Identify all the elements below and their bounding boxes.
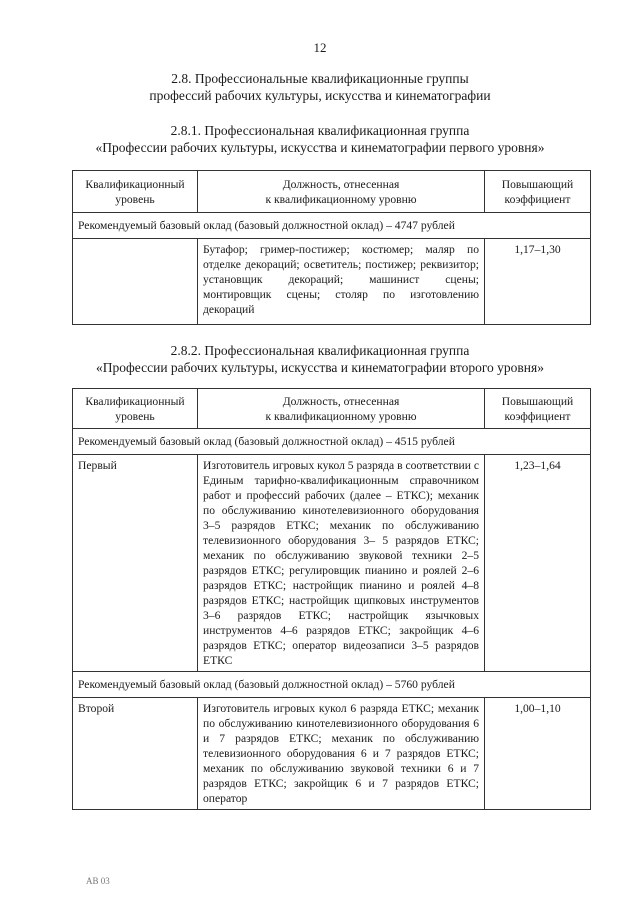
coef-cell: 1,17–1,30 — [485, 239, 591, 325]
header-position-line-1: Должность, отнесенная — [282, 394, 400, 408]
header-position-line-1: Должность, отнесенная — [282, 177, 400, 191]
coef-cell: 1,00–1,10 — [485, 698, 591, 810]
header-position-line-2: к квалификационному уровню — [265, 192, 417, 206]
header-position — [198, 171, 485, 213]
header-level-line-1: Квалификационный — [85, 177, 185, 191]
table-row — [73, 698, 591, 810]
header-position — [198, 389, 485, 429]
header-position-line-2: к квалификационному уровню — [265, 409, 417, 423]
level-cell: Первый — [73, 455, 198, 672]
salary-text: Рекомендуемый базовый оклад (базовый должностной оклад) – 4515 рублей — [73, 429, 591, 455]
table-row — [73, 239, 591, 325]
level-cell — [73, 239, 198, 325]
footer-mark: АВ 03 — [86, 876, 110, 886]
positions-cell: Бутафор; гример-постижер; костюмер; маляр по отделке декораций; осветитель; постижер; реквизитор; установщик декораций; машинист сцены; монтировщик сцены; столяр по изготовлению декораций — [198, 239, 485, 325]
group1-title-line-2: «Профессии рабочих культуры, искусства и кинематографии первого уровня» — [95, 140, 545, 155]
group2-header-row — [73, 389, 591, 429]
group2-title-line-2: «Профессии рабочих культуры, искусства и кинематографии второго уровня» — [96, 360, 544, 375]
header-coef — [485, 389, 591, 429]
group2-title — [60, 342, 580, 376]
header-coef-line-1: Повышающий — [501, 177, 574, 191]
group1-title — [60, 122, 580, 156]
header-level-line-2: уровень — [115, 192, 155, 206]
group2-salary-row-1 — [73, 429, 591, 455]
group1-header-row — [73, 171, 591, 213]
group2-salary-row-2 — [73, 672, 591, 698]
group1-salary-row — [73, 213, 591, 239]
header-coef — [485, 171, 591, 213]
group2-table — [72, 388, 591, 810]
table-row — [73, 455, 591, 672]
group1-table — [72, 170, 591, 325]
group2-title-line-1: 2.8.2. Профессиональная квалификационная группа — [170, 343, 470, 358]
header-coef-line-2: коэффициент — [504, 192, 571, 206]
group1-title-line-1: 2.8.1. Профессиональная квалификационная группа — [170, 123, 470, 138]
salary-text: Рекомендуемый базовый оклад (базовый должностной оклад) – 5760 рублей — [73, 672, 591, 698]
header-coef-line-1: Повышающий — [501, 394, 574, 408]
header-level-line-1: Квалификационный — [85, 394, 185, 408]
level-cell: Второй — [73, 698, 198, 810]
positions-cell: Изготовитель игровых кукол 5 разряда в соответствии с Единым тарифно-квалификационным справочником работ и профессий рабочих (далее – ЕТКС); механик по обслуживанию кинотелевизионного оборудования 3–5 разрядов ЕТКС; механик по обслуживанию телевизионного оборудования 3– 5 разрядов ЕТКС; механик по обслуживанию звуковой техники 2–5 разрядов ЕТКС; регулировщик пианино и роялей 2–6 разрядов ЕТКС; настройщик пианино и роялей 4–8 разрядов ЕТКС; настройщик щипковых инструментов 3–6 разрядов ЕТКС; настройщик язычковых инструментов 4–6 разрядов ЕТКС; закройщик 4–6 разрядов ЕТКС; оператор видеозаписи 3–5 разрядов ЕТКС — [198, 455, 485, 672]
positions-cell: Изготовитель игровых кукол 6 разряда ЕТКС; механик по обслуживанию кинотелевизионного оборудования 6 и 7 разрядов ЕТКС; механик по обслуживанию телевизионного оборудования 6 и 7 разрядов ЕТКС; механик по обслуживанию звуковой техники 6 и 7 разрядов ЕТКС; закройщик 6 и 7 разрядов ЕТКС; оператор — [198, 698, 485, 810]
salary-text: Рекомендуемый базовый оклад (базовый должностной оклад) – 4747 рублей — [73, 213, 591, 239]
section-title — [60, 70, 580, 104]
section-title-line-1: 2.8. Профессиональные квалификационные группы — [171, 71, 469, 86]
header-level-line-2: уровень — [115, 409, 155, 423]
section-title-line-2: профессий рабочих культуры, искусства и кинематографии — [149, 88, 491, 103]
header-coef-line-2: коэффициент — [504, 409, 571, 423]
header-level — [73, 171, 198, 213]
header-level — [73, 389, 198, 429]
coef-cell: 1,23–1,64 — [485, 455, 591, 672]
page-number: 12 — [313, 40, 327, 55]
